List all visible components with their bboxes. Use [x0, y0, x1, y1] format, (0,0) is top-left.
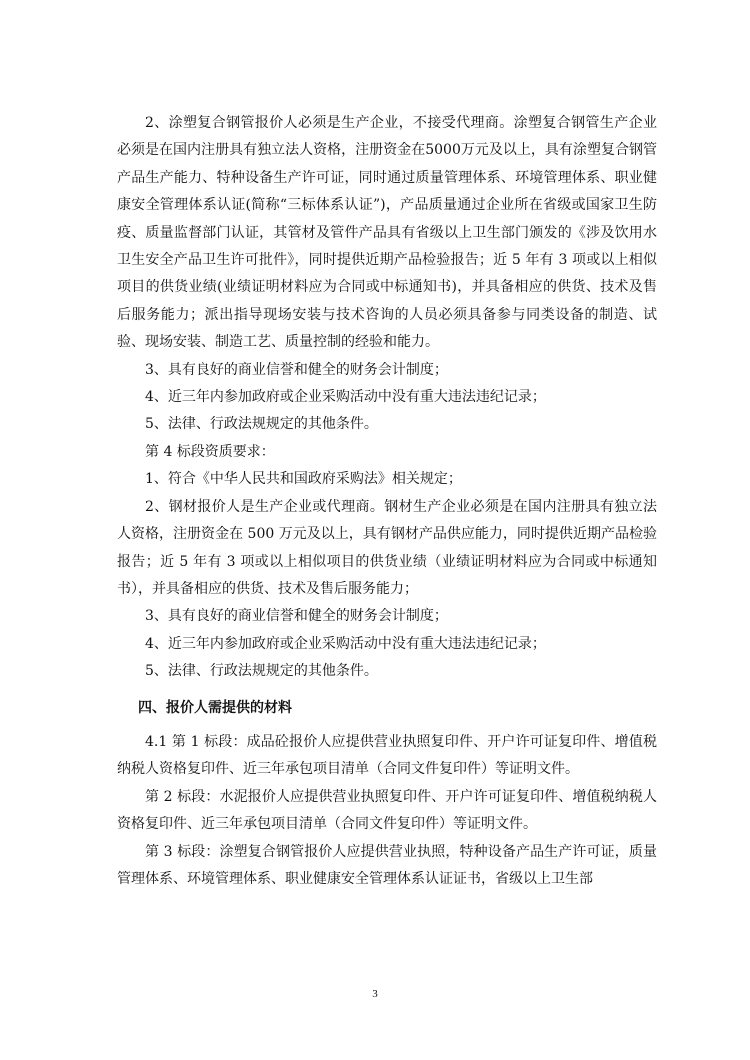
- paragraph-no-violation-requirement: 4、近三年内参加政府或企业采购活动中没有重大违法违纪记录；: [145, 389, 546, 406]
- section-heading-materials: 四、报价人需提供的材料: [138, 699, 292, 716]
- materials-lot3: 第 3 标段：涂塑复合钢管报价人应提供营业执照，特种设备产品生产许可证，质量管理体系、环境管理体系、职业健康安全管理体系认证证书，省级以上卫生部: [117, 843, 657, 887]
- paragraph-credit-requirement: 3、具有良好的商业信誉和健全的财务会计制度；: [145, 361, 448, 378]
- materials-lot1: 4.1 第 1 标段：成品砼报价人应提供营业执照复印件、开户许可证复印件、增值税纳税人资格复印件、近三年承包项目清单（合同文件复印件）等证明文件。: [117, 733, 657, 778]
- lot4-item-3: 3、具有良好的商业信誉和健全的财务会计制度；: [145, 608, 448, 625]
- lot4-qualification-title: 第 4 标段资质要求：: [145, 443, 275, 460]
- lot4-item-5: 5、法律、行政法规规定的其他条件。: [145, 663, 378, 680]
- page-number: 3: [372, 988, 378, 1000]
- page-body: [117, 110, 657, 893]
- lot4-item-2: 2、钢材报价人是生产企业或代理商。钢材生产企业必须是在国内注册具有独立法人资格，注册资金在 500 万元及以上，具有钢材产品供应能力，同时提供近期产品检验报告；近 5 年有 3 项或以上相似项目的供货业绩（业绩证明材料应为合同或中标通知书），并具备相应的供货、技术及售后服务能力；: [117, 498, 657, 597]
- paragraph-steel-pipe-supplier-requirement: 2、涂塑复合钢管报价人必须是生产企业，不接受代理商。涂塑复合钢管生产企业必须是在国内注册具有独立法人资格，注册资金在5000万元及以上，具有涂塑复合钢管产品生产能力、特种设备生产许可证，同时通过质量管理体系、环境管理体系、职业健康安全管理体系认证(简称“三标体系认证”)，产品质量通过企业所在省级或国家卫生防疫、质量监督部门认证，其管材及管件产品具有省级以上卫生部门颁发的《涉及饮用水卫生安全产品卫生许可批件》，同时提供近期产品检验报告；近 5 年有 3 项或以上相似项目的供货业绩(业绩证明材料应为合同或中标通知书)，并具备相应的供货、技术及售后服务能力；派出指导现场安装与技术咨询的人员必须具备参与同类设备的制造、试验、现场安装、制造工艺、质量控制的经验和能力。: [117, 115, 657, 351]
- lot4-item-1: 1、符合《中华人民共和国政府采购法》相关规定；: [145, 471, 462, 488]
- paragraph-other-conditions: 5、法律、行政法规规定的其他条件。: [145, 416, 378, 433]
- materials-lot2: 第 2 标段：水泥报价人应提供营业执照复印件、开户许可证复印件、增值税纳税人资格复印件、近三年承包项目清单（合同文件复印件）等证明文件。: [117, 788, 657, 833]
- lot4-item-4: 4、近三年内参加政府或企业采购活动中没有重大违法违纪记录；: [145, 635, 546, 652]
